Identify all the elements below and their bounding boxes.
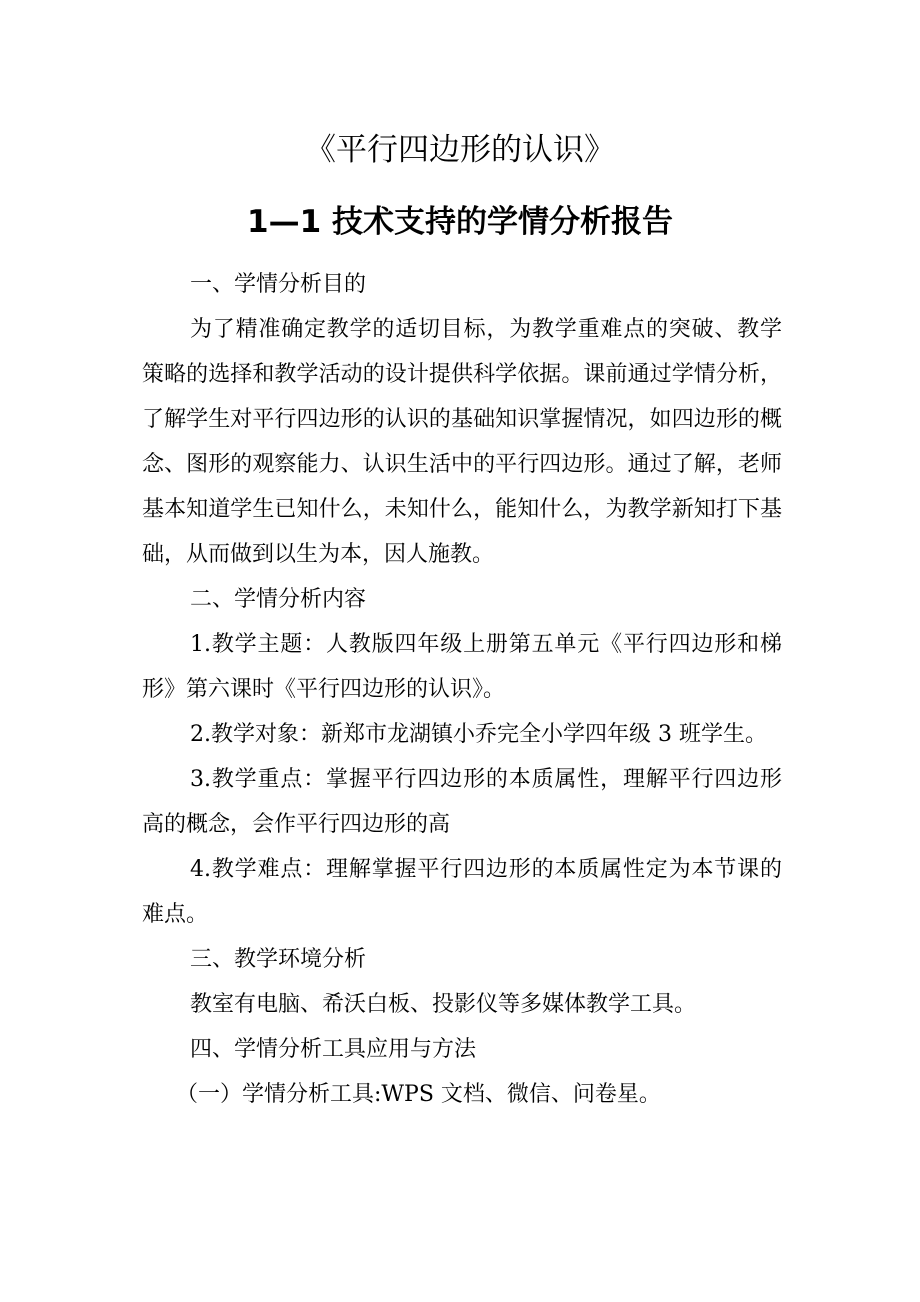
list-item: 3.教学重点：掌握平行四边形的本质属性，理解平行四边形高的概念，会作平行四边形的高	[142, 767, 782, 837]
section-paragraph-purpose: 为了精准确定教学的适切目标，为教学重难点的突破、教学策略的选择和教学活动的设计提供科学依据。课前通过学情分析，了解学生对平行四边形的认识的基础知识掌握情况，如四边形的概念、图形的观察能力、认识生活中的平行四边形。通过了解，老师基本知道学生已知什么，未知什么，能知什么，为教学新知打下基础，从而做到以生为本，因人施教。	[142, 317, 782, 567]
section-paragraph-environment: 教室有电脑、希沃白板、投影仪等多媒体教学工具。	[190, 992, 697, 1017]
document-body	[142, 262, 782, 1117]
section-heading-content: 二、学情分析内容	[190, 587, 367, 612]
document-title: 《平行四边形的认识》	[305, 132, 615, 168]
list-item: （一）学情分析工具:WPS 文档、微信、问卷星。	[176, 1082, 661, 1107]
list-item: 4.教学难点：理解掌握平行四边形的本质属性定为本节课的难点。	[142, 857, 782, 927]
list-item: 1.教学主题：人教版四年级上册第五单元《平行四边形和梯形》第六课时《平行四边形的认识》。	[142, 632, 782, 702]
list-item: 2.教学对象：新郑市龙湖镇小乔完全小学四年级 3 班学生。	[190, 722, 767, 747]
document-subtitle: 1—1 技术支持的学情分析报告	[247, 204, 673, 240]
section-heading-tools: 四、学情分析工具应用与方法	[190, 1037, 477, 1062]
section-heading-purpose: 一、学情分析目的	[190, 272, 367, 297]
section-heading-environment: 三、教学环境分析	[190, 947, 367, 972]
